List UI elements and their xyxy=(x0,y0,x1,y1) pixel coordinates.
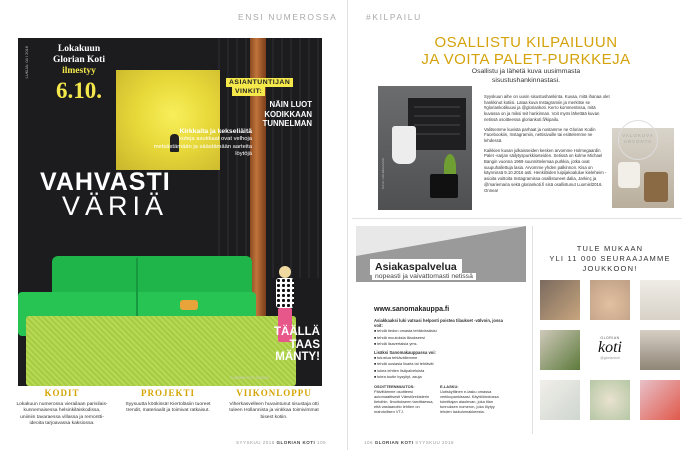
footer-month: SYYSKUU 2016 xyxy=(236,440,275,445)
contest-title-line: JA VOITA PALET-PURKKEJA xyxy=(421,51,631,68)
column-text: Viherkasvelleen huvaintunut sisustaja otti tuleen Hollannista ja vinkkaa toimivimmat bisest kotiin. xyxy=(229,402,319,420)
cover-date-line: Glorian Koti xyxy=(53,55,105,65)
expert-badge: ASIANTUNTIJAN xyxy=(226,78,293,87)
ad-e-invoice-text: Uutiskyltiinen e-lasku omassa verkkopankissasi. Käyttöönotossa toimittajan aiaolevan, joka tilan tunnuksen numeron, joka löytyy lehden laskulomakkeesta. xyxy=(440,389,499,415)
cover-taalla-text: TÄÄLLÄ TAAS MÄNTY! xyxy=(274,326,320,363)
ad-list-item: ■ tehdä muutoksia tilaukseesi xyxy=(374,335,504,341)
left-page-footer xyxy=(236,440,326,445)
contest-stamp xyxy=(618,120,658,160)
cover-vertical-text: LUKIJA: 04 / 2016 xyxy=(24,46,29,79)
logo-handle: @gloriankoti xyxy=(600,356,620,360)
boots xyxy=(430,174,458,198)
child-head xyxy=(279,266,291,278)
contest-paragraph: Kaikkien kuvan julkaisseiden kesken arvomme Holmegaardin Palet -sarjan säilytyspurkkiseteiden. Setissä on kolme Michael Bangin vuonna 1969 suunnittelemaa purkkia, jotka ovat suupuhallettuja lasia. Arvomme yhden palkinnon. Kisa on käynnissä 9.10.2016 asti. Henkilöiden luipijakoalulue kieleheim -asioita voittoita Instagramissa osallistuneet dalia, Jarkinç ja @mariemaria sekä gloriankoti.fi sisä osallistunut Luomisl2016. Onnea! xyxy=(484,147,607,193)
cover-teaser xyxy=(150,128,252,159)
contest-subtitle-line: sisustushankinnastasi. xyxy=(491,76,560,84)
instagram-grid xyxy=(540,280,680,420)
follow-line: JOUKKOON! xyxy=(582,264,638,273)
ad-address-change xyxy=(374,384,434,415)
ad-url-link[interactable]: www.sanomakauppa.fi xyxy=(374,306,450,313)
ad-list-item: ■ tehdä uusiasia lisaria tai tehtävät xyxy=(374,361,504,367)
section-label-contest: #KILPAILU xyxy=(366,12,422,22)
footer-page-number: 105 xyxy=(317,440,327,445)
cover-teaser-text: koteja asukkaat ovat velhoja metsästämään ja säästämään aarteita xyxy=(153,136,252,150)
instagram-photo[interactable] xyxy=(540,280,580,320)
wall-organizer xyxy=(408,98,466,150)
footer-brand: GLORIAN KOTI xyxy=(374,440,414,445)
instagram-photo[interactable] xyxy=(590,380,630,420)
instagram-photo[interactable] xyxy=(540,330,580,370)
contest-paragraph: Syyskuun aihe on uusin sisustushankinta. Kuvaa, mitä ihanaa olet hankkinut kotiisi. Lataa kuva Instagramiin ja merkitse se #gloriankotikuusi ja @gloriankoti. Kerro kommentissa, mitä kuvassa on ja miksi teit hankinnan. Voit myös lähettää kuvan netissä osoitteessa gloriankoti.fi/kipailu. xyxy=(484,94,610,122)
footer-brand: GLORIAN KOTI xyxy=(276,440,316,445)
ad-subtitle: nopeasti ja vaivattomasti netissä xyxy=(372,273,476,280)
ad-list-item: ■ lukea lehtien lisäpalveluista xyxy=(374,368,504,374)
instagram-photo[interactable] xyxy=(590,280,630,320)
footer-month: SYYSKUU 2016 xyxy=(415,440,455,445)
ad-e-invoice xyxy=(440,384,500,415)
logo-small-text: GLORIAN xyxy=(600,336,620,340)
follow-title xyxy=(544,244,676,274)
ad-list-item: ■ tehdä tiedon omasta tehtävissäsisi xyxy=(374,328,504,334)
photo-credit: KUVA: HOLMEGAARD xyxy=(381,158,385,189)
cover-teaser-bold: Kirkkaita ja kekseliäitä xyxy=(179,128,252,135)
column-heading: KODIT xyxy=(44,388,80,398)
sofa-back xyxy=(52,256,252,296)
horizontal-divider xyxy=(352,218,682,219)
ad-list-item: ■ tehdä lisavertaisia yms. xyxy=(374,341,504,347)
instagram-photo[interactable] xyxy=(640,280,680,320)
ad-address-change-text: Päivittämme osoitteesi automaattisesti Väestörekisterin tietoihin. Ilmoitukseen tarvittaessa, että vastaanotto lehtien on mahdollisen VTJ. xyxy=(374,389,434,415)
ad-banner-wedge xyxy=(356,226,526,256)
ad-intro: Asiakkaaksi luki vatsasi helposti poistea tilaukset -välvoin, jossa voit: xyxy=(374,318,503,329)
contest-title-line: OSALLISTU KILPAILUUN xyxy=(434,34,618,51)
section-label-next-issue: ENSI NUMEROSSA xyxy=(238,12,338,22)
cover-headline-2: VÄRIÄ xyxy=(62,191,169,221)
cutting-board xyxy=(644,172,668,202)
child-body xyxy=(276,278,294,308)
column-heading: PROJEKTI xyxy=(140,388,195,398)
contest-title xyxy=(400,34,652,68)
follow-line: YLI 11 000 SEURAAJAMME xyxy=(549,254,671,263)
vertical-divider xyxy=(532,226,533,434)
cover-teaser-last: löytöjä xyxy=(235,151,252,158)
ad-list-item: ■ tutea tuutin kysyltyt, asuja xyxy=(374,374,504,380)
cover-date-number: 6.10. xyxy=(56,78,102,103)
follow-line: TULE MUKAAN xyxy=(576,244,644,253)
expert-badge: VINKIT: xyxy=(232,87,265,96)
logo-big-text: koti xyxy=(598,339,622,356)
gloriankoti-logo[interactable] xyxy=(590,330,630,370)
contest-subtitle xyxy=(400,68,652,85)
column-projekti xyxy=(122,388,214,415)
instagram-photo[interactable] xyxy=(540,380,580,420)
ad-title: Asiakaspalvelua xyxy=(370,259,462,275)
ad-e-invoice-head: E-LASKU: xyxy=(440,384,459,389)
column-text: Syysuutta köökissä! Kiertoläsiin tuoreet trendit, materiaalit ja toimivat ratkaisut. xyxy=(125,402,211,414)
column-text: Lokakuun numerossa vierailaan parisilaiskunnemaisessa helsinkiläiskodissa, uniiniin tavaraessa villassa ja remonttiideoita tarjoavassa kaksiossa. xyxy=(16,402,108,427)
cover-date-block xyxy=(40,44,118,103)
instagram-photo[interactable] xyxy=(640,330,680,370)
ad-intro-b: Lisäksi Sanomakauppassa voi: xyxy=(374,350,436,356)
contest-paragraph: Valitsemme kuvista parhaat ja nostamme ne Glorian Kodin Facebookiin, Instagramiin, nettisivuille tai esittelemme ne lehdessä. xyxy=(484,126,596,143)
column-viikonloppu xyxy=(228,388,320,421)
toy xyxy=(180,300,198,310)
contest-body xyxy=(484,94,610,197)
page-gutter xyxy=(347,0,348,450)
right-page-footer xyxy=(364,440,454,445)
stamp-text: VALOKUVA ARVONTA xyxy=(622,133,654,144)
expert-title: NÄIN LUOT KODIKKAAN TUNNELMAN xyxy=(262,100,312,129)
jar xyxy=(618,162,640,188)
hallway-photo xyxy=(378,86,472,210)
footer-page-number: 106 xyxy=(364,440,374,445)
tote-bag xyxy=(392,126,416,164)
contest-subtitle-line: Osallistu ja lähetä kuva uusimmasta xyxy=(471,68,581,75)
cover-mini-footer: GLORIAN KOTI 10/2016 xyxy=(230,376,269,380)
ad-list-item: ■ tutustua tehtävällemme xyxy=(374,355,504,361)
column-heading: VIIKONLOPPU xyxy=(236,388,312,398)
column-kodit xyxy=(16,388,108,428)
ad-address-change-head: OSOITTEENMUUTOS: xyxy=(374,384,415,389)
cover-date-line: ilmestyy xyxy=(62,66,96,76)
ad-feature-list xyxy=(374,318,504,380)
instagram-photo[interactable] xyxy=(640,380,680,420)
cover-headline-1: VAHVASTI xyxy=(40,168,171,196)
cover-date-line: Lokakuun xyxy=(57,44,101,54)
